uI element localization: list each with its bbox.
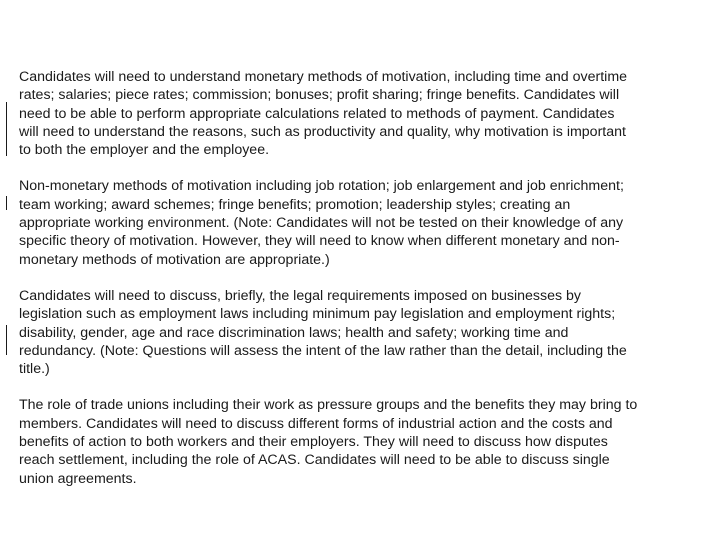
paragraph-non-monetary-motivation [19,177,713,268]
paragraph-line: legislation such as employment laws including minimum pay legislation and employment rights; [19,306,616,323]
change-bar [6,102,7,156]
paragraph-line: members. Candidates will need to discuss different forms of industrial action and the costs and [19,415,613,432]
paragraph-line: appropriate working environment. (Note: Candidates will not be tested on their knowledge of any [19,215,624,232]
paragraph-line: title.) [19,361,50,378]
paragraph-line: The role of trade unions including their work as pressure groups and the benefits they may bring to [19,397,638,414]
paragraph-line: disability, gender, age and race discrimination laws; health and safety; working time and [19,324,569,341]
paragraph-line: Candidates will need to discuss, briefly, the legal requirements imposed on businesses by [19,287,582,304]
paragraph-line: team working; award schemes; fringe benefits; promotion; leadership styles; creating an [19,196,571,213]
paragraph-line: monetary methods of motivation are appropriate.) [19,251,330,268]
paragraph-line: benefits of action to both workers and their employers. They will need to discuss how disputes [19,434,608,451]
paragraph-trade-unions [19,396,713,487]
paragraph-line: Non-monetary methods of motivation including job rotation; job enlargement and job enrichment; [19,178,624,195]
change-bar [6,325,7,355]
paragraph-line: redundancy. (Note: Questions will assess the intent of the law rather than the detail, including the [19,342,627,359]
paragraph-monetary-motivation [19,68,713,159]
document-text-column [19,68,713,487]
paragraph-line: Candidates will need to understand monetary methods of motivation, including time and overtime [19,69,628,85]
paragraph-line: need to be able to perform appropriate calculations related to methods of payment. Candidates [19,105,615,122]
paragraph-line: rates; salaries; piece rates; commission; bonuses; profit sharing; fringe benefits. Candidates will [19,87,620,104]
paragraph-line: to both the employer and the employee. [19,142,270,159]
change-bar [6,196,7,210]
paragraph-line: will need to understand the reasons, such as productivity and quality, why motivation is important [19,123,626,140]
paragraph-line: specific theory of motivation. However, they will need to know when different monetary and non- [19,233,620,250]
paragraph-line: reach settlement, including the role of ACAS. Candidates will need to be able to discuss single [19,452,610,469]
paragraph-legal-requirements [19,287,713,378]
paragraph-line: union agreements. [19,470,137,487]
